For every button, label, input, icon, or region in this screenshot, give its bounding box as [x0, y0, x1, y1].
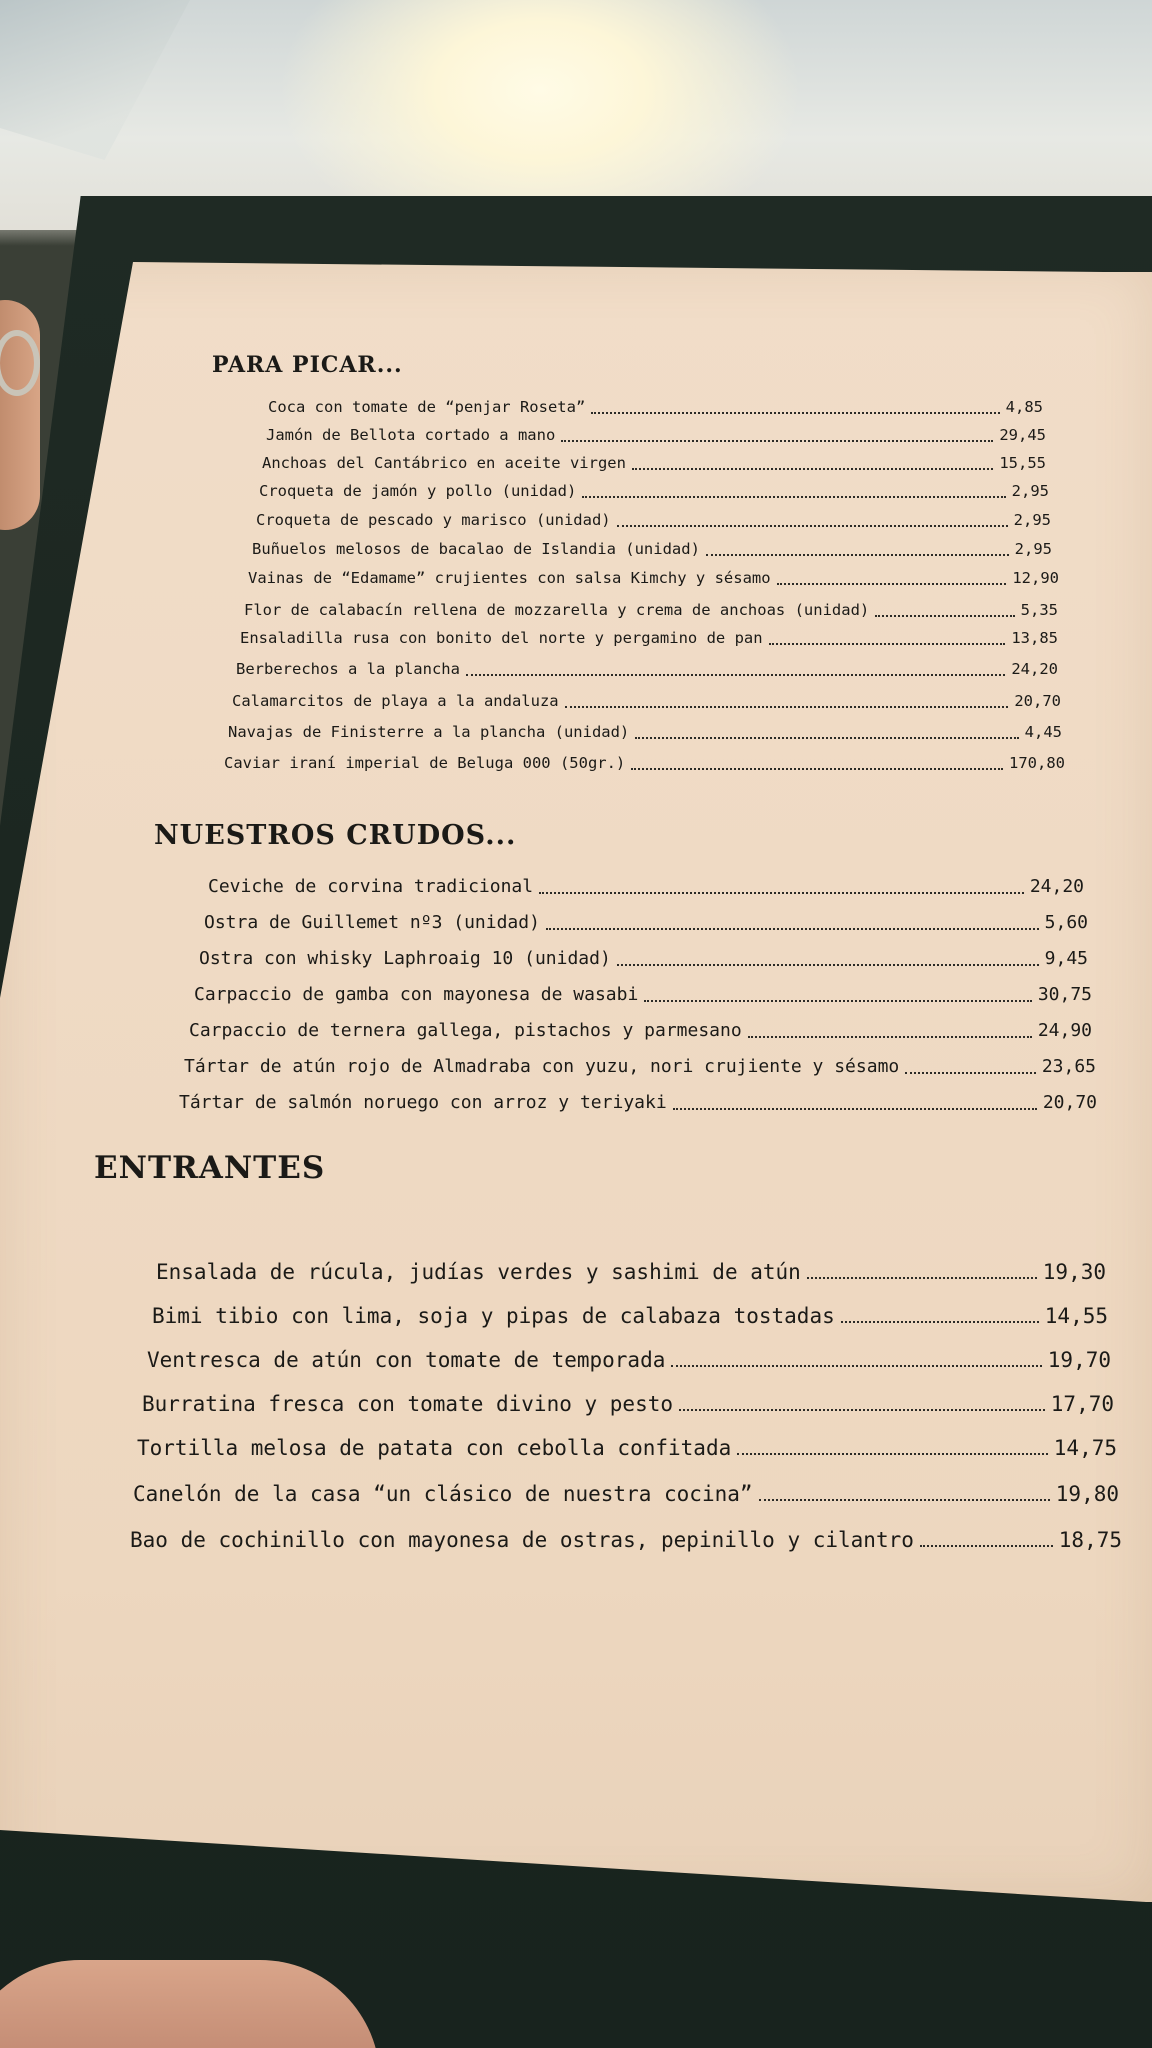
- menu-item: [184, 1056, 1096, 1077]
- menu-item: [268, 398, 1043, 416]
- item-price: 20,70: [1042, 1092, 1097, 1113]
- item-price: 2,95: [1013, 511, 1051, 529]
- item-name: Carpaccio de ternera gallega, pistachos y parmesano: [189, 1020, 742, 1041]
- section-title: PARA PICAR...: [212, 352, 403, 378]
- dot-leader: [631, 768, 1003, 770]
- item-name: Tortilla melosa de patata con cebolla confitada: [137, 1436, 732, 1460]
- item-name: Bao de cochinillo con mayonesa de ostras, pepinillo y cilantro: [130, 1528, 914, 1552]
- dot-leader: [671, 1365, 1041, 1367]
- item-price: 9,45: [1044, 948, 1088, 969]
- menu-item: [228, 723, 1062, 741]
- item-price: 24,20: [1029, 876, 1084, 897]
- item-name: Ceviche de corvina tradicional: [208, 876, 534, 897]
- menu-item: [266, 426, 1046, 444]
- dot-leader: [920, 1545, 1053, 1547]
- item-price: 4,45: [1024, 723, 1062, 741]
- item-name: Anchoas del Cantábrico en aceite virgen: [262, 454, 626, 472]
- item-price: 5,35: [1020, 601, 1058, 619]
- dot-leader: [561, 440, 993, 442]
- menu-item: [244, 601, 1058, 619]
- item-price: 30,75: [1037, 984, 1092, 1005]
- item-price: 13,85: [1011, 629, 1058, 647]
- menu-item: [224, 754, 1065, 772]
- item-name: Croqueta de pescado y marisco (unidad): [256, 511, 611, 529]
- dot-leader: [539, 892, 1024, 894]
- item-price: 29,45: [999, 426, 1046, 444]
- dot-leader: [737, 1453, 1048, 1455]
- item-name: Carpaccio de gamba con mayonesa de wasabi: [194, 984, 639, 1005]
- menu-item: [137, 1436, 1117, 1460]
- dot-leader: [706, 554, 1009, 556]
- item-price: 2,95: [1011, 482, 1049, 500]
- item-name: Bimi tibio con lima, soja y pipas de calabaza tostadas: [152, 1304, 835, 1328]
- menu-item: [152, 1304, 1108, 1328]
- menu-item: [262, 454, 1046, 472]
- item-name: Croqueta de jamón y pollo (unidad): [259, 482, 577, 500]
- item-price: 4,85: [1005, 398, 1043, 416]
- dot-leader: [466, 674, 1005, 676]
- menu-item: [232, 692, 1061, 710]
- menu-item: [256, 511, 1051, 529]
- item-name: Tártar de salmón noruego con arroz y teriyaki: [179, 1092, 667, 1113]
- item-price: 14,55: [1044, 1304, 1108, 1328]
- menu-item: [147, 1348, 1111, 1372]
- item-price: 19,70: [1047, 1348, 1111, 1372]
- dot-leader: [546, 928, 1039, 930]
- section-title: ENTRANTES: [94, 1150, 326, 1186]
- item-name: Ostra de Guillemet nº3 (unidad): [204, 912, 540, 933]
- dot-leader: [875, 615, 1014, 617]
- dot-leader: [673, 1108, 1037, 1110]
- dot-leader: [905, 1072, 1036, 1074]
- item-price: 24,90: [1037, 1020, 1092, 1041]
- item-price: 20,70: [1014, 692, 1061, 710]
- dot-leader: [591, 412, 999, 414]
- dot-leader: [679, 1409, 1045, 1411]
- dot-leader: [635, 737, 1018, 739]
- dot-leader: [841, 1321, 1039, 1323]
- menu-item: [204, 912, 1088, 933]
- item-name: Ensaladilla rusa con bonito del norte y pergamino de pan: [240, 629, 763, 647]
- item-price: 19,30: [1042, 1260, 1106, 1284]
- item-price: 2,95: [1014, 540, 1052, 558]
- item-price: 17,70: [1050, 1392, 1114, 1416]
- item-name: Flor de calabacín rellena de mozzarella y crema de anchoas (unidad): [244, 601, 870, 619]
- item-name: Burratina fresca con tomate divino y pesto: [142, 1392, 674, 1416]
- menu-item: [194, 984, 1092, 1005]
- item-price: 24,20: [1011, 660, 1058, 678]
- item-name: Coca con tomate de “penjar Roseta”: [268, 398, 586, 416]
- item-name: Canelón de la casa “un clásico de nuestra cocina”: [133, 1482, 753, 1506]
- dot-leader: [769, 643, 1006, 645]
- menu-item: [189, 1020, 1092, 1041]
- menu-item: [248, 569, 1059, 587]
- menu-item: [179, 1092, 1097, 1113]
- dot-leader: [759, 1499, 1050, 1501]
- menu-item: [142, 1392, 1114, 1416]
- menu-item: [259, 482, 1049, 500]
- item-name: Navajas de Finisterre a la plancha (unidad): [228, 723, 630, 741]
- item-name: Ventresca de atún con tomate de temporada: [147, 1348, 666, 1372]
- item-price: 18,75: [1058, 1528, 1122, 1552]
- item-name: Caviar iraní imperial de Beluga 000 (50gr.): [224, 754, 626, 772]
- dot-leader: [617, 964, 1039, 966]
- menu-item: [199, 948, 1088, 969]
- item-name: Calamarcitos de playa a la andaluza: [232, 692, 559, 710]
- menu-item: [236, 660, 1058, 678]
- menu-item: [133, 1482, 1119, 1506]
- dot-leader: [777, 583, 1007, 585]
- menu-item: [130, 1528, 1122, 1552]
- section-title: NUESTROS CRUDOS...: [154, 820, 517, 851]
- item-name: Jamón de Bellota cortado a mano: [266, 426, 556, 444]
- item-name: Buñuelos melosos de bacalao de Islandia (unidad): [252, 540, 700, 558]
- item-price: 23,65: [1041, 1056, 1096, 1077]
- dot-leader: [807, 1277, 1037, 1279]
- item-price: 170,80: [1009, 754, 1065, 772]
- dot-leader: [582, 496, 1005, 498]
- item-name: Tártar de atún rojo de Almadraba con yuzu, nori crujiente y sésamo: [184, 1056, 900, 1077]
- menu-item: [156, 1260, 1106, 1284]
- item-price: 12,90: [1012, 569, 1059, 587]
- item-price: 14,75: [1053, 1436, 1117, 1460]
- dot-leader: [565, 706, 1009, 708]
- menu-item: [252, 540, 1052, 558]
- item-name: Ensalada de rúcula, judías verdes y sashimi de atún: [156, 1260, 801, 1284]
- item-price: 5,60: [1044, 912, 1088, 933]
- menu-item: [240, 629, 1058, 647]
- item-name: Ostra con whisky Laphroaig 10 (unidad): [199, 948, 611, 969]
- item-price: 19,80: [1055, 1482, 1119, 1506]
- dot-leader: [632, 468, 993, 470]
- item-name: Berberechos a la plancha: [236, 660, 460, 678]
- dot-leader: [617, 525, 1008, 527]
- item-price: 15,55: [999, 454, 1046, 472]
- dot-leader: [644, 1000, 1031, 1002]
- item-name: Vainas de “Edamame” crujientes con salsa Kimchy y sésamo: [248, 569, 771, 587]
- dot-leader: [748, 1036, 1032, 1038]
- menu-item: [208, 876, 1084, 897]
